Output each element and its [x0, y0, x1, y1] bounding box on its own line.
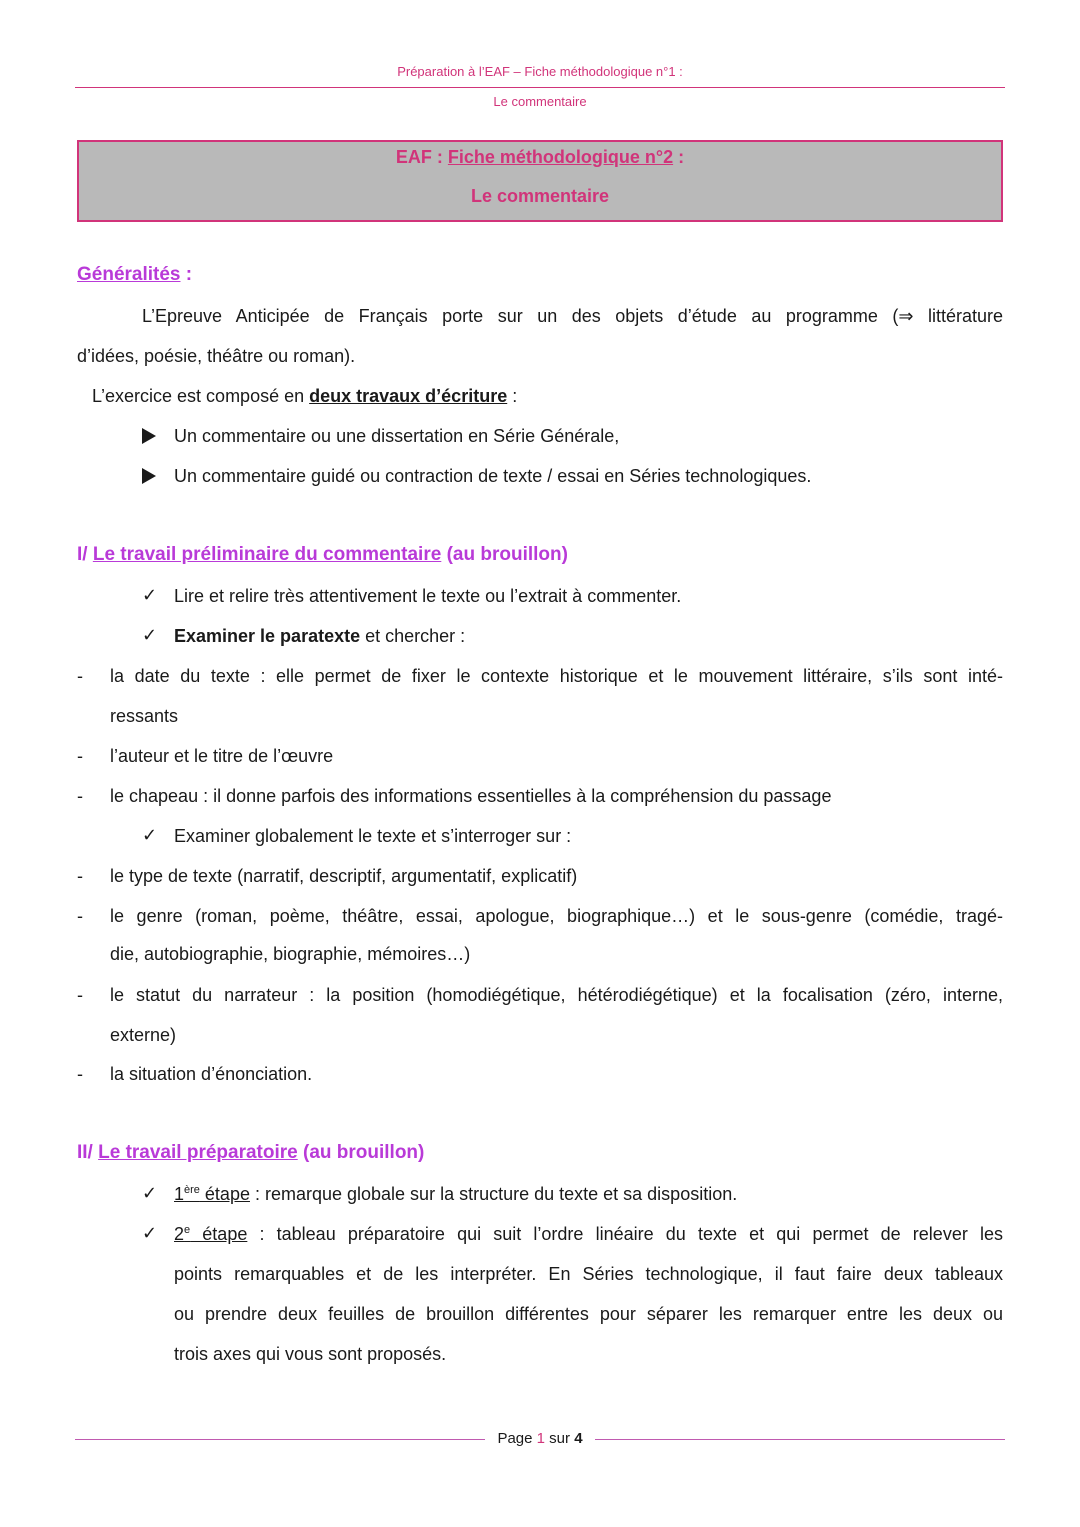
dash-item-1-line-2: ressants — [110, 706, 179, 726]
check-icon: ✓ — [142, 1183, 158, 1203]
dash-item-3: le chapeau : il donne parfois des informations essentielles à la compréhension du passage — [110, 786, 832, 806]
dash-bullet: - — [77, 866, 83, 886]
title-link: Fiche méthodologique n°2 — [447, 147, 674, 167]
step-1: 1ère étape : remarque globale sur la structure du texte et sa disposition. — [174, 1184, 738, 1204]
title-box — [77, 140, 1003, 222]
dash-bullet: - — [77, 746, 83, 766]
dash-item-1-line-1: la date du texte : elle permet de fixer le contexte historique et le mouvement littéraire, s’ils sont inté- — [110, 666, 1003, 686]
page-number: Page 1 sur 4 — [75, 1428, 1005, 1450]
check-item-1: Lire et relire très attentivement le texte ou l’extrait à commenter. — [174, 586, 682, 606]
bullet-item-1: Un commentaire ou une dissertation en Série Générale, — [174, 426, 620, 446]
title-line: EAF : Fiche méthodologique n°2 : — [395, 147, 685, 167]
step-2-line-4: trois axes qui vous sont proposés. — [174, 1344, 447, 1364]
dash-bullet: - — [77, 985, 83, 1005]
intro-line-2: d’idées, poésie, théâtre ou roman). — [77, 346, 356, 366]
dash-item-5-line-2: die, autobiographie, biographie, mémoires…) — [110, 944, 471, 964]
bullet-item-2: Un commentaire guidé ou contraction de texte / essai en Séries technologiques. — [174, 466, 812, 486]
dash-item-4: le type de texte (narratif, descriptif, argumentatif, explicatif) — [110, 866, 578, 886]
dash-bullet: - — [77, 786, 83, 806]
check-icon: ✓ — [142, 1223, 158, 1243]
step-2-line-2: points remarquables et de les interpréter. En Séries technologique, il faut faire deux tableaux — [174, 1264, 1003, 1284]
intro-line-1: L’Epreuve Anticipée de Français porte sur un des objets d’étude au programme (⇒ littérature — [142, 306, 1003, 326]
dash-item-6-line-1: le statut du narrateur : la position (homodiégétique, hétérodiégétique) et la focalisation (zéro, interne, — [110, 985, 1003, 1005]
step-2-line-1: 2e étape : tableau préparatoire qui suit l’ordre linéaire du texte et qui permet de relever les — [174, 1224, 1003, 1244]
exercise-line: L’exercice est composé en deux travaux d’écriture : — [92, 386, 518, 406]
dash-item-6-line-2: externe) — [110, 1025, 177, 1045]
section-heading-generalites: Généralités : — [77, 264, 193, 285]
dash-bullet: - — [77, 906, 83, 926]
header-line-1: Préparation à l’EAF – Fiche méthodologique n°1 : — [397, 64, 683, 79]
check-icon: ✓ — [142, 825, 158, 845]
header-rule — [75, 87, 1005, 88]
arrow-bullet-icon — [142, 428, 156, 444]
check-item-2: Examiner le paratexte et chercher : — [174, 626, 466, 646]
dash-bullet: - — [77, 1064, 83, 1084]
section-heading-1: I/ Le travail préliminaire du commentaire (au brouillon) — [77, 544, 568, 565]
header-line-2: Le commentaire — [493, 94, 587, 109]
dash-bullet: - — [77, 666, 83, 686]
check-icon: ✓ — [142, 625, 158, 645]
check-icon: ✓ — [142, 585, 158, 605]
dash-item-5-line-1: le genre (roman, poème, théâtre, essai, apologue, biographique…) et le sous-genre (comédie, tragé- — [110, 906, 1003, 926]
page-header — [75, 62, 1005, 111]
page-footer — [75, 1428, 1005, 1452]
dash-item-2: l’auteur et le titre de l’œuvre — [110, 746, 334, 766]
arrow-bullet-icon — [142, 468, 156, 484]
title-subtitle: Le commentaire — [470, 186, 610, 206]
dash-item-7: la situation d’énonciation. — [110, 1064, 313, 1084]
check-item-3: Examiner globalement le texte et s’interroger sur : — [174, 826, 572, 846]
step-2-line-3: ou prendre deux feuilles de brouillon différentes pour séparer les remarquer entre les deux ou — [174, 1304, 1003, 1324]
section-heading-2: II/ Le travail préparatoire (au brouillon) — [77, 1142, 425, 1163]
